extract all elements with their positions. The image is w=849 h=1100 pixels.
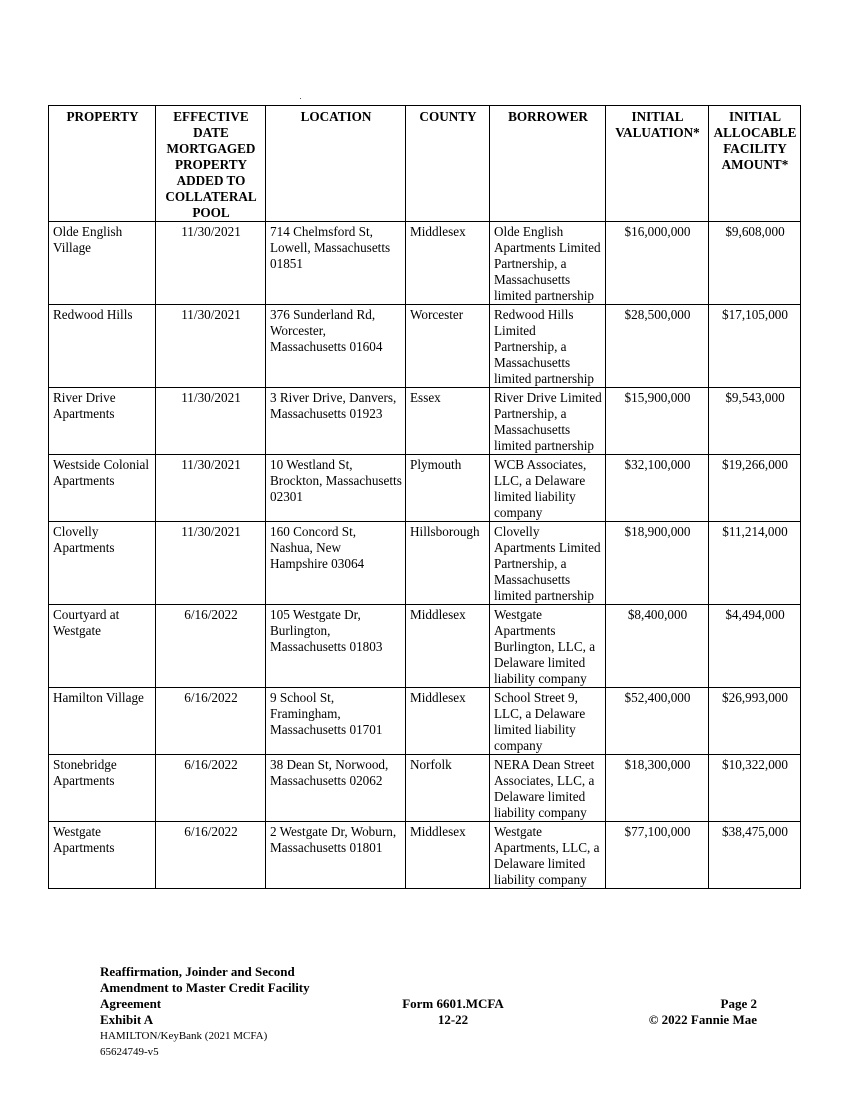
cell-location: 714 Chelmsford St, Lowell, Massachusetts 01851 <box>266 222 406 305</box>
table-row <box>49 305 801 388</box>
cell-borrower: River Drive Limited Partnership, a Massachusetts limited partnership <box>490 388 606 455</box>
cell-amount: $9,608,000 <box>709 222 801 305</box>
cell-borrower: Olde English Apartments Limited Partnership, a Massachusetts limited partnership <box>490 222 606 305</box>
cell-amount: $9,543,000 <box>709 388 801 455</box>
cell-property: Clovelly Apartments <box>49 522 156 605</box>
header-county: COUNTY <box>406 106 490 222</box>
header-property: PROPERTY <box>49 106 156 222</box>
table-row <box>49 822 801 889</box>
footer-doc-id: 65624749-v5 <box>100 1046 159 1058</box>
cell-valuation: $15,900,000 <box>606 388 709 455</box>
cell-date: 11/30/2021 <box>156 222 266 305</box>
footer-page-block <box>620 996 757 1028</box>
cell-county: Plymouth <box>406 455 490 522</box>
table-row <box>49 522 801 605</box>
footer-exhibit: Exhibit A <box>100 1012 154 1027</box>
cell-borrower: Clovelly Apartments Limited Partnership, a Massachusetts limited partnership <box>490 522 606 605</box>
cell-date: 11/30/2021 <box>156 388 266 455</box>
cell-borrower: Westgate Apartments, LLC, a Delaware limited liability company <box>490 822 606 889</box>
table-row <box>49 388 801 455</box>
cell-borrower: Westgate Apartments Burlington, LLC, a Delaware limited liability company <box>490 605 606 688</box>
cell-amount: $19,266,000 <box>709 455 801 522</box>
footer-title-line3: Agreement <box>100 996 162 1011</box>
cell-county: Hillsborough <box>406 522 490 605</box>
cell-county: Middlesex <box>406 822 490 889</box>
scan-dot <box>300 98 301 99</box>
cell-valuation: $16,000,000 <box>606 222 709 305</box>
cell-borrower: NERA Dean Street Associates, LLC, a Delaware limited liability company <box>490 755 606 822</box>
table-row <box>49 605 801 688</box>
cell-date: 6/16/2022 <box>156 688 266 755</box>
cell-borrower: School Street 9, LLC, a Delaware limited liability company <box>490 688 606 755</box>
cell-property: Olde English Village <box>49 222 156 305</box>
cell-property: Westside Colonial Apartments <box>49 455 156 522</box>
cell-property: Redwood Hills <box>49 305 156 388</box>
footer-title-line2: Amendment to Master Credit Facility <box>100 980 310 995</box>
cell-date: 6/16/2022 <box>156 605 266 688</box>
cell-borrower: Redwood Hills Limited Partnership, a Massachusetts limited partnership <box>490 305 606 388</box>
cell-location: 38 Dean St, Norwood, Massachusetts 02062 <box>266 755 406 822</box>
cell-location: 10 Westland St, Brockton, Massachusetts 02301 <box>266 455 406 522</box>
footer-title-line1: Reaffirmation, Joinder and Second <box>100 964 295 979</box>
table-row <box>49 688 801 755</box>
header-initial-valuation: INITIAL VALUATION* <box>606 106 709 222</box>
collateral-pool-table <box>48 105 801 889</box>
cell-property: Westgate Apartments <box>49 822 156 889</box>
header-effective-date: EFFECTIVE DATE MORTGAGED PROPERTY ADDED TO COLLATERAL POOL <box>156 106 266 222</box>
cell-location: 9 School St, Framingham, Massachusetts 01701 <box>266 688 406 755</box>
cell-location: 3 River Drive, Danvers, Massachusetts 01923 <box>266 388 406 455</box>
cell-county: Essex <box>406 388 490 455</box>
cell-location: 2 Westgate Dr, Woburn, Massachusetts 01801 <box>266 822 406 889</box>
footer-left-block <box>100 964 360 1060</box>
cell-county: Norfolk <box>406 755 490 822</box>
table-header-row <box>49 106 801 222</box>
cell-date: 11/30/2021 <box>156 305 266 388</box>
footer-page-number: Page 2 <box>720 996 757 1011</box>
table-row <box>49 455 801 522</box>
header-borrower: BORROWER <box>490 106 606 222</box>
cell-property: Hamilton Village <box>49 688 156 755</box>
header-location: LOCATION <box>266 106 406 222</box>
cell-amount: $4,494,000 <box>709 605 801 688</box>
footer-matter: HAMILTON/KeyBank (2021 MCFA) <box>100 1030 268 1042</box>
cell-county: Middlesex <box>406 222 490 305</box>
cell-valuation: $8,400,000 <box>606 605 709 688</box>
cell-location: 376 Sunderland Rd, Worcester, Massachusetts 01604 <box>266 305 406 388</box>
footer-form-date: 12-22 <box>437 1012 469 1027</box>
table-row <box>49 755 801 822</box>
cell-date: 6/16/2022 <box>156 822 266 889</box>
cell-amount: $26,993,000 <box>709 688 801 755</box>
cell-amount: $11,214,000 <box>709 522 801 605</box>
footer-form-block <box>388 996 518 1028</box>
cell-valuation: $18,300,000 <box>606 755 709 822</box>
cell-location: 105 Westgate Dr, Burlington, Massachusetts 01803 <box>266 605 406 688</box>
cell-property: Stonebridge Apartments <box>49 755 156 822</box>
cell-amount: $10,322,000 <box>709 755 801 822</box>
cell-amount: $38,475,000 <box>709 822 801 889</box>
cell-date: 6/16/2022 <box>156 755 266 822</box>
header-initial-allocable-amount: INITIAL ALLOCABLE FACILITY AMOUNT* <box>709 106 801 222</box>
cell-valuation: $77,100,000 <box>606 822 709 889</box>
cell-borrower: WCB Associates, LLC, a Delaware limited liability company <box>490 455 606 522</box>
cell-county: Middlesex <box>406 688 490 755</box>
footer-form-number: Form 6601.MCFA <box>402 996 504 1011</box>
cell-amount: $17,105,000 <box>709 305 801 388</box>
cell-date: 11/30/2021 <box>156 522 266 605</box>
cell-valuation: $18,900,000 <box>606 522 709 605</box>
cell-county: Worcester <box>406 305 490 388</box>
cell-property: River Drive Apartments <box>49 388 156 455</box>
cell-valuation: $28,500,000 <box>606 305 709 388</box>
cell-date: 11/30/2021 <box>156 455 266 522</box>
footer-copyright: © 2022 Fannie Mae <box>648 1012 757 1027</box>
cell-valuation: $32,100,000 <box>606 455 709 522</box>
table-row <box>49 222 801 305</box>
cell-location: 160 Concord St, Nashua, New Hampshire 03064 <box>266 522 406 605</box>
cell-property: Courtyard at Westgate <box>49 605 156 688</box>
cell-valuation: $52,400,000 <box>606 688 709 755</box>
cell-county: Middlesex <box>406 605 490 688</box>
